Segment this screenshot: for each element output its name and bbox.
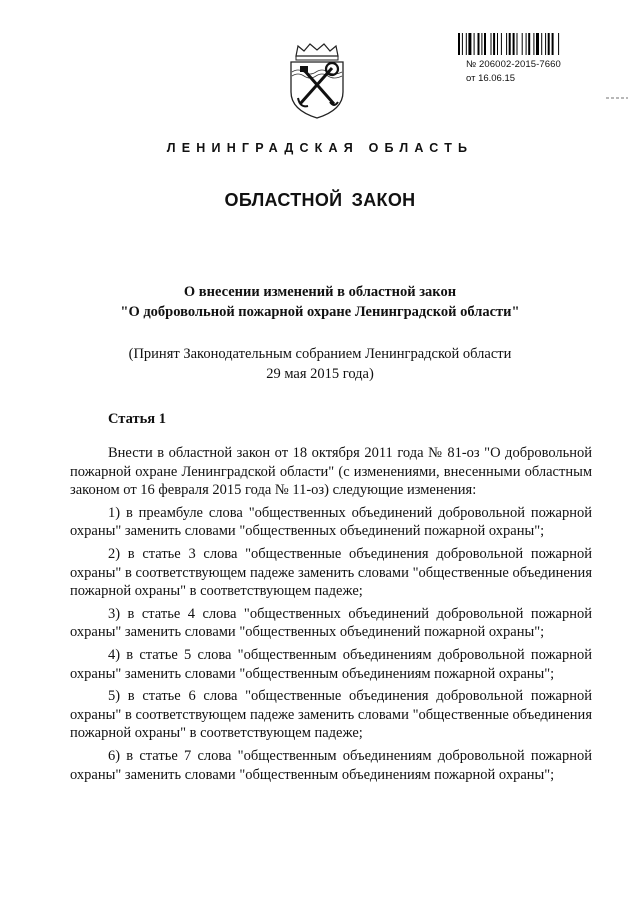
coat-of-arms-icon [286, 42, 348, 120]
document-type-heading: ОБЛАСТНОЙ ЗАКОН [224, 190, 416, 210]
margin-mark [606, 96, 628, 100]
law-title [60, 282, 580, 322]
registration-date: от 16.06.15 [466, 73, 516, 84]
law-title-line: "О добровольной пожарной охране Ленинградской области" [120, 304, 520, 320]
article-item: 6) в статье 7 слова "общественным объединениям добровольной пожарной охраны" заменить словами "общественным объединениям пожарной охраны"; [70, 747, 592, 783]
article-heading: Статья 1 [108, 411, 166, 427]
law-title-line: О внесении изменений в областной закон [183, 284, 457, 300]
region-heading: ЛЕНИНГРАДСКАЯ ОБЛАСТЬ [166, 141, 474, 155]
article-item: 3) в статье 4 слова "общественных объединений добровольной пожарной охраны" заменить словами "общественных объединений пожарной охраны"; [70, 605, 592, 641]
adoption-note [60, 344, 580, 384]
article-item: 4) в статье 5 слова "общественным объединениям добровольной пожарной охраны" заменить словами "общественным объединениям пожарной охраны"; [70, 646, 592, 682]
article-item: 5) в статье 6 слова "общественные объединения добровольной пожарной охраны" в соответствующем падеже заменить словами "общественные объединения пожарной охраны" в соответствующем падеже; [70, 688, 592, 742]
article-item: 1) в преамбуле слова "общественных объединений добровольной пожарной охраны" заменить словами "общественных объединений пожарной охраны"; [70, 504, 592, 540]
adoption-note-line: (Принят Законодательным собранием Ленинградской области [128, 346, 512, 362]
adoption-note-line: 29 мая 2015 года) [266, 366, 374, 382]
article-item: 2) в статье 3 слова "общественные объединения добровольной пожарной охраны" в соответствующем падеже заменить словами "общественные объединения пожарной охраны" в соответствующем падеже; [70, 545, 592, 600]
article-body [70, 444, 592, 788]
article-intro: Внести в областной закон от 18 октября 2011 года № 81-оз "О добровольной пожарной охране Ленинградской области" (с изменениями, внесенными областным законом от 16 февраля 2015 года № 11-оз) следующие изменения: [70, 445, 592, 499]
barcode [458, 33, 595, 55]
registration-number: № 206002-2015-7660 [466, 59, 561, 70]
